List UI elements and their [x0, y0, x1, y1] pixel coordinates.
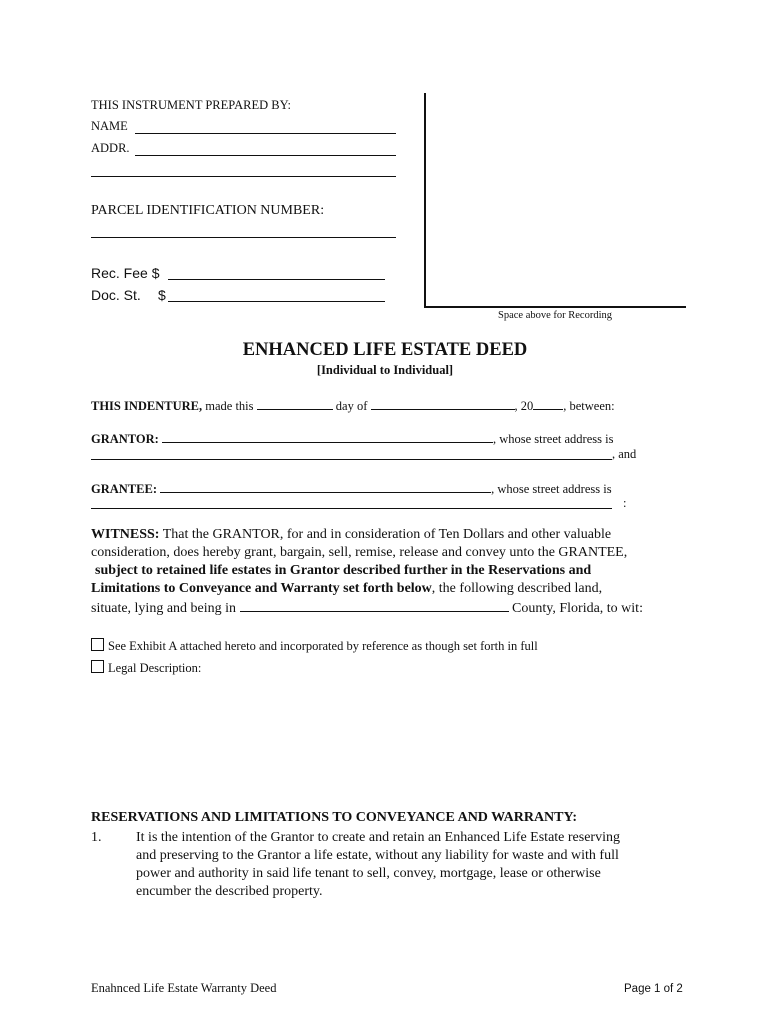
name-field[interactable] [135, 133, 396, 134]
exhibit-option [91, 638, 538, 654]
legal-option [91, 660, 201, 676]
witness-line-1 [91, 527, 611, 543]
grantee-address-text: , whose street address is [491, 482, 612, 496]
witness-text-5-start: situate, lying and being in [91, 601, 237, 616]
recording-box-vertical-line [424, 93, 426, 307]
reservations-heading: RESERVATIONS AND LIMITATIONS TO CONVEYANCE AND WARRANTY: [91, 810, 577, 825]
footer-title: Enahnced Life Estate Warranty Deed [91, 981, 277, 995]
deed-title: ENHANCED LIFE ESTATE DEED [242, 340, 528, 360]
twenty-text: , 20 [514, 399, 534, 413]
witness-label: WITNESS: [91, 527, 160, 542]
doc-st-label: Doc. St. [91, 287, 141, 303]
day-field[interactable] [257, 397, 333, 410]
year-field[interactable] [533, 397, 563, 410]
exhibit-label: See Exhibit A attached hereto and incorporated by reference as though set forth in full [108, 639, 538, 653]
addr-field[interactable] [135, 155, 396, 156]
addr-label: ADDR. [91, 141, 130, 155]
exhibit-checkbox[interactable] [91, 638, 104, 651]
witness-line-5 [91, 599, 643, 617]
witness-line-4 [91, 581, 602, 597]
rec-fee-label: Rec. Fee $ [91, 265, 160, 281]
witness-line-2: consideration, does hereby grant, bargain, sell, remise, release and convey unto the GRANTEE, [91, 545, 628, 560]
prepared-by-label: THIS INSTRUMENT PREPARED BY: [91, 98, 291, 112]
doc-st-dollar: $ [158, 287, 166, 303]
recording-box-bottom-line [424, 306, 686, 308]
addr-field-line-2[interactable] [91, 176, 396, 177]
between-text: , between: [563, 399, 615, 413]
grantor-label: GRANTOR: [91, 432, 159, 446]
grantor-and-text: , and [612, 447, 637, 461]
month-field[interactable] [371, 397, 515, 410]
indenture-lead: THIS INDENTURE, [91, 399, 203, 413]
witness-line-3: subject to retained life estates in Grantor described further in the Reservations and [95, 563, 592, 578]
witness-text-5-end: County, Florida, to wit: [512, 601, 643, 616]
witness-text-1: That the GRANTOR, for and in consideration of Ten Dollars and other valuable [162, 527, 612, 542]
grantor-address-text: , whose street address is [492, 432, 614, 446]
reservation-line-1: It is the intention of the Grantor to create and retain an Enhanced Life Estate reserving [136, 830, 620, 845]
rec-fee-field[interactable] [168, 279, 385, 280]
recording-space-label: Space above for Recording [498, 310, 612, 321]
made-this-text: made this [205, 399, 254, 413]
county-field[interactable] [240, 599, 509, 612]
grantor-line [91, 430, 613, 447]
reservation-line-4: encumber the described property. [136, 884, 323, 899]
witness-text-4-rest: , the following described land, [431, 581, 603, 596]
grantee-address-field[interactable] [91, 508, 612, 509]
grantor-name-field[interactable] [162, 430, 493, 443]
grantee-name-field[interactable] [160, 480, 491, 493]
grantee-line [91, 480, 612, 497]
parcel-id-field[interactable] [91, 237, 396, 238]
legal-description-checkbox[interactable] [91, 660, 104, 673]
witness-text-4-bold: Limitations to Conveyance and Warranty set forth below [91, 581, 432, 596]
indenture-line [91, 397, 615, 414]
grantee-colon: : [623, 496, 627, 510]
reservation-number: 1. [91, 830, 102, 845]
day-of-text: day of [335, 399, 368, 413]
reservation-line-2: and preserving to the Grantor a life estate, without any liability for waste and with full [136, 848, 619, 863]
deed-subtitle: [Individual to Individual] [316, 363, 454, 377]
grantor-address-field[interactable] [91, 459, 612, 460]
reservation-line-3: power and authority in said life tenant to sell, convey, mortgage, lease or otherwise [136, 866, 601, 881]
legal-description-label: Legal Description: [108, 661, 202, 675]
name-label: NAME [91, 119, 128, 133]
doc-st-field[interactable] [168, 301, 385, 302]
parcel-id-label: PARCEL IDENTIFICATION NUMBER: [91, 203, 325, 218]
grantee-label: GRANTEE: [91, 482, 157, 496]
page-number: Page 1 of 2 [624, 983, 683, 995]
